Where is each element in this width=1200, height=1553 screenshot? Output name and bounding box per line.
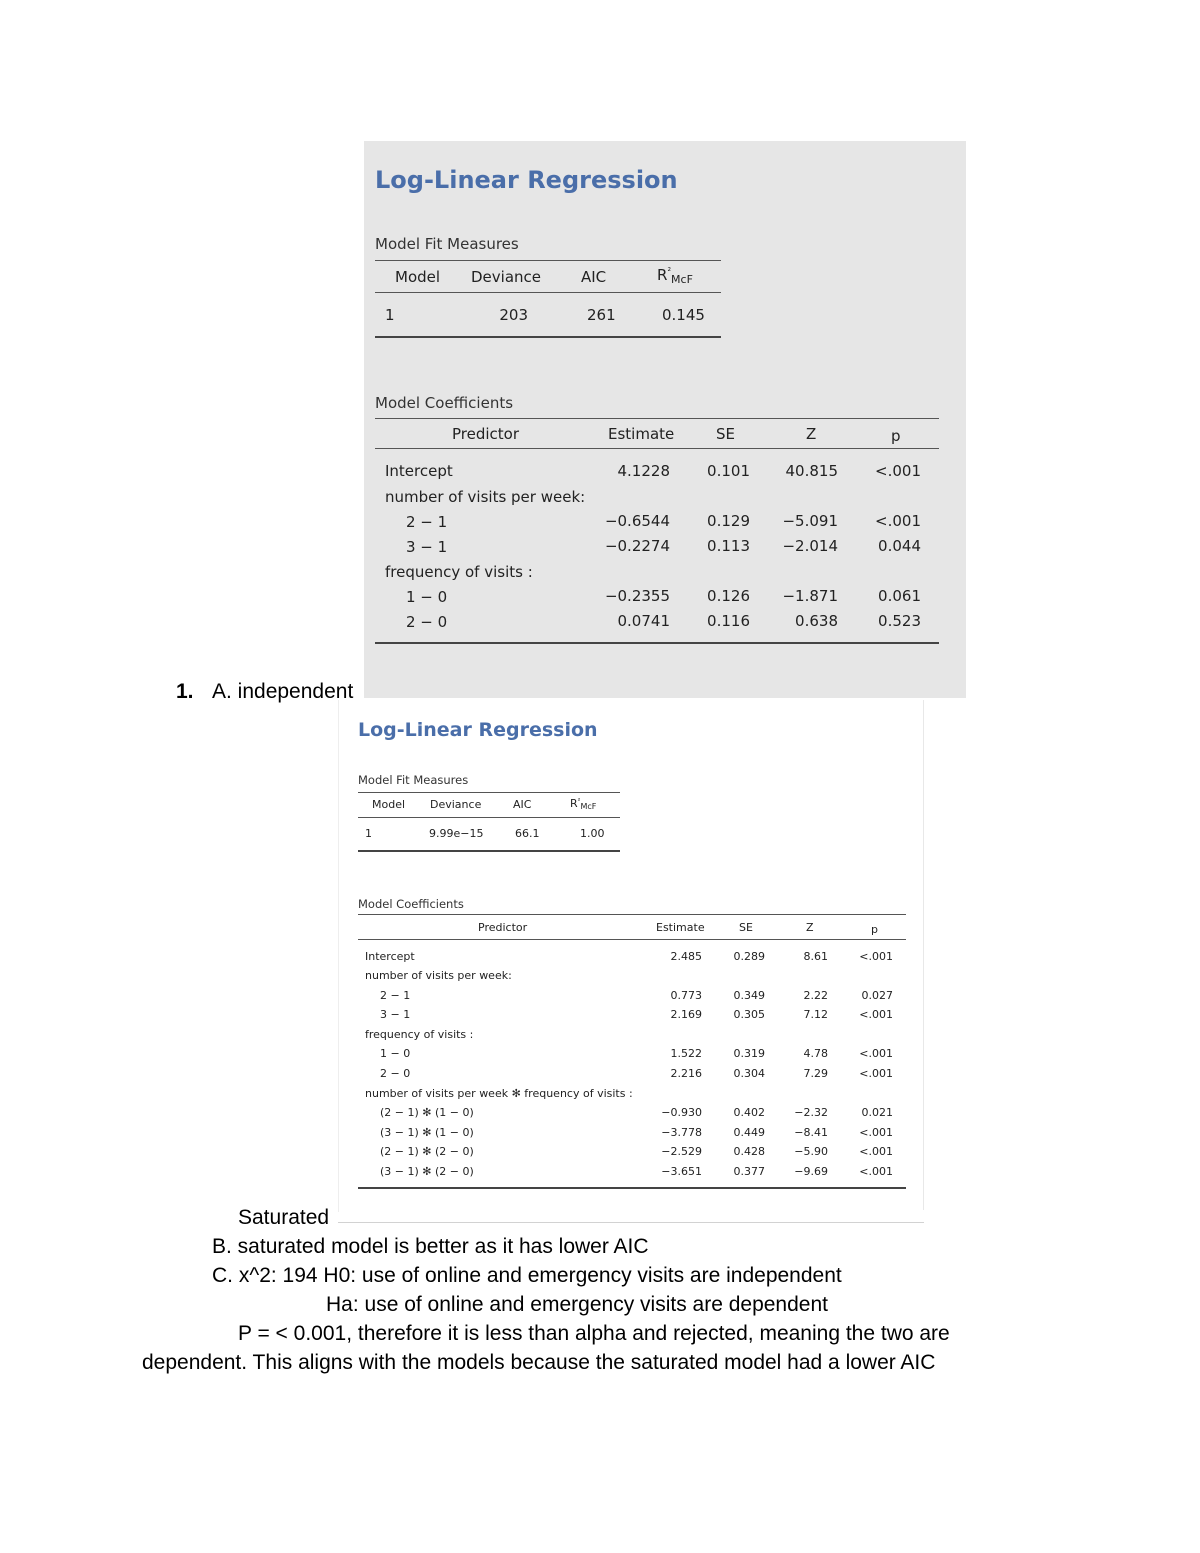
fit-cell-r2: 1.00	[580, 827, 605, 840]
fit-header-deviance: Deviance	[471, 268, 541, 286]
fit-measures-heading: Model Fit Measures	[358, 773, 469, 787]
coef-label: 2 − 0	[406, 613, 448, 631]
coef-estimate: 2.485	[670, 950, 702, 963]
coef-p: 0.027	[861, 989, 893, 1002]
coef-label: 3 − 1	[380, 1008, 411, 1021]
coef-estimate: −0.2355	[604, 587, 670, 605]
coef-se: 0.304	[733, 1067, 765, 1080]
table-rule	[358, 939, 906, 940]
saturated-label: Saturated	[238, 1206, 330, 1229]
coef-estimate: 0.0741	[617, 612, 670, 630]
coef-label: (3 − 1) ✻ (1 − 0)	[380, 1126, 474, 1139]
coef-label: 2 − 1	[406, 513, 448, 531]
fit-cell-model: 1	[365, 827, 372, 840]
coef-header-p: p	[891, 427, 901, 445]
alternative-hypothesis: Ha: use of online and emergency visits are dependent	[326, 1293, 828, 1316]
fit-header-aic: AIC	[581, 268, 607, 286]
table-rule	[358, 850, 620, 852]
coef-se: 0.129	[707, 512, 750, 530]
coef-estimate: 0.773	[670, 989, 702, 1002]
coef-label: (2 − 1) ✻ (1 − 0)	[380, 1106, 474, 1119]
table-rule	[375, 336, 721, 338]
table-rule	[375, 260, 721, 261]
coef-group-label: frequency of visits :	[385, 563, 533, 581]
coef-label: (3 − 1) ✻ (2 − 0)	[380, 1165, 474, 1178]
screenshot-border	[338, 1222, 924, 1223]
coef-p: 0.044	[878, 537, 921, 555]
coef-p: <.001	[859, 1126, 893, 1139]
list-number: 1.	[176, 680, 194, 703]
coef-p: 0.061	[878, 587, 921, 605]
coef-se: 0.305	[733, 1008, 765, 1021]
coef-header-estimate: Estimate	[608, 425, 675, 443]
fit-cell-r2: 0.145	[662, 306, 705, 324]
coef-p: <.001	[859, 1047, 893, 1060]
p-value-conclusion: P = < 0.001, therefore it is less than alpha and rejected, meaning the two are	[238, 1322, 950, 1345]
fit-header-model: Model	[372, 798, 406, 811]
table-rule	[375, 448, 939, 449]
screenshot-border	[338, 700, 339, 1212]
fit-header-r2: $R^{^2}_{McF}$	[570, 797, 597, 811]
coef-label: 2 − 1	[380, 989, 411, 1002]
fit-cell-deviance: 9.99e−15	[429, 827, 484, 840]
coef-z: 40.815	[785, 462, 838, 480]
coef-z: −5.90	[794, 1145, 828, 1158]
coef-z: −2.014	[782, 537, 838, 555]
coef-se: 0.319	[733, 1047, 765, 1060]
fit-cell-aic: 261	[587, 306, 616, 324]
coef-estimate: −0.2274	[604, 537, 670, 555]
coef-label: 2 − 0	[380, 1067, 411, 1080]
coef-z: 7.29	[803, 1067, 828, 1080]
results-title: Log-Linear Regression	[358, 719, 598, 741]
coef-se: 0.449	[733, 1126, 765, 1139]
coef-label: Intercept	[385, 462, 453, 480]
coef-se: 0.101	[707, 462, 750, 480]
coef-se: 0.113	[707, 537, 750, 555]
coef-z: −8.41	[794, 1126, 828, 1139]
coef-label: 1 − 0	[406, 588, 448, 606]
final-conclusion: dependent. This aligns with the models because the saturated model had a lower AIC	[142, 1351, 936, 1374]
coef-header-z: Z	[806, 921, 814, 934]
coef-z: 2.22	[803, 989, 828, 1002]
coef-estimate: −0.6544	[604, 512, 670, 530]
coef-z: 4.78	[803, 1047, 828, 1060]
coef-group-label: frequency of visits :	[365, 1028, 474, 1041]
coef-estimate: −2.529	[661, 1145, 702, 1158]
coef-header-predictor: Predictor	[478, 921, 528, 934]
coef-p: <.001	[859, 950, 893, 963]
coef-estimate: 2.216	[670, 1067, 702, 1080]
coef-p: 0.523	[878, 612, 921, 630]
table-rule	[358, 1187, 906, 1189]
coef-estimate: 4.1228	[617, 462, 670, 480]
coef-z: 0.638	[795, 612, 838, 630]
coef-label: Intercept	[365, 950, 415, 963]
table-rule	[358, 817, 620, 818]
coef-se: 0.349	[733, 989, 765, 1002]
coef-z: −2.32	[794, 1106, 828, 1119]
coef-z: 7.12	[803, 1008, 828, 1021]
coef-z: −9.69	[794, 1165, 828, 1178]
table-rule	[375, 292, 721, 293]
results-title: Log-Linear Regression	[375, 166, 678, 194]
coef-p: <.001	[859, 1067, 893, 1080]
coef-header-estimate: Estimate	[656, 921, 705, 934]
coef-header-p: p	[871, 923, 878, 936]
coef-header-predictor: Predictor	[452, 425, 520, 443]
coef-p: <.001	[859, 1165, 893, 1178]
coef-header-se: SE	[716, 425, 735, 443]
coef-se: 0.289	[733, 950, 765, 963]
fit-cell-model: 1	[385, 306, 395, 324]
fit-header-aic: AIC	[513, 798, 532, 811]
coef-group-label: number of visits per week:	[365, 969, 512, 982]
answer-c: C. x^2: 194 H0: use of online and emergency visits are independent	[212, 1264, 842, 1287]
coef-se: 0.377	[733, 1165, 765, 1178]
fit-measures-heading: Model Fit Measures	[375, 235, 519, 253]
coef-header-se: SE	[739, 921, 753, 934]
table-rule	[375, 418, 939, 419]
coef-p: <.001	[859, 1145, 893, 1158]
coef-header-z: Z	[806, 425, 817, 443]
coef-group-label: number of visits per week:	[385, 488, 586, 506]
coef-estimate: −0.930	[661, 1106, 702, 1119]
fit-header-model: Model	[395, 268, 441, 286]
table-rule	[358, 914, 906, 915]
fit-header-deviance: Deviance	[430, 798, 482, 811]
coefficients-heading: Model Coefficients	[358, 897, 464, 911]
coef-z: −1.871	[782, 587, 838, 605]
independent-model-screenshot	[364, 141, 966, 698]
coef-p: 0.021	[861, 1106, 893, 1119]
coef-p: <.001	[875, 462, 921, 480]
coef-estimate: −3.651	[661, 1165, 702, 1178]
coef-se: 0.126	[707, 587, 750, 605]
screenshot-border	[923, 700, 924, 1210]
coef-se: 0.116	[707, 612, 750, 630]
coef-label: (2 − 1) ✻ (2 − 0)	[380, 1145, 474, 1158]
coef-se: 0.402	[733, 1106, 765, 1119]
coef-group-label: number of visits per week ✻ frequency of visits :	[365, 1087, 633, 1100]
coef-estimate: −3.778	[661, 1126, 702, 1139]
fit-cell-deviance: 203	[499, 306, 528, 324]
answer-b: B. saturated model is better as it has lower AIC	[212, 1235, 649, 1258]
coef-p: <.001	[875, 512, 921, 530]
coef-p: <.001	[859, 1008, 893, 1021]
coef-z: 8.61	[803, 950, 828, 963]
table-rule	[358, 792, 620, 793]
fit-header-r2: $R^{^2}_{McF}$	[657, 266, 693, 286]
saturated-model-screenshot	[338, 700, 928, 1215]
coefficients-heading: Model Coefficients	[375, 394, 514, 412]
coef-label: 1 − 0	[380, 1047, 411, 1060]
coef-estimate: 1.522	[670, 1047, 702, 1060]
coef-estimate: 2.169	[670, 1008, 702, 1021]
answer-a: A. independent	[212, 680, 354, 703]
coef-se: 0.428	[733, 1145, 765, 1158]
coef-label: 3 − 1	[406, 538, 448, 556]
coef-z: −5.091	[782, 512, 838, 530]
fit-cell-aic: 66.1	[515, 827, 540, 840]
table-rule	[375, 642, 939, 644]
